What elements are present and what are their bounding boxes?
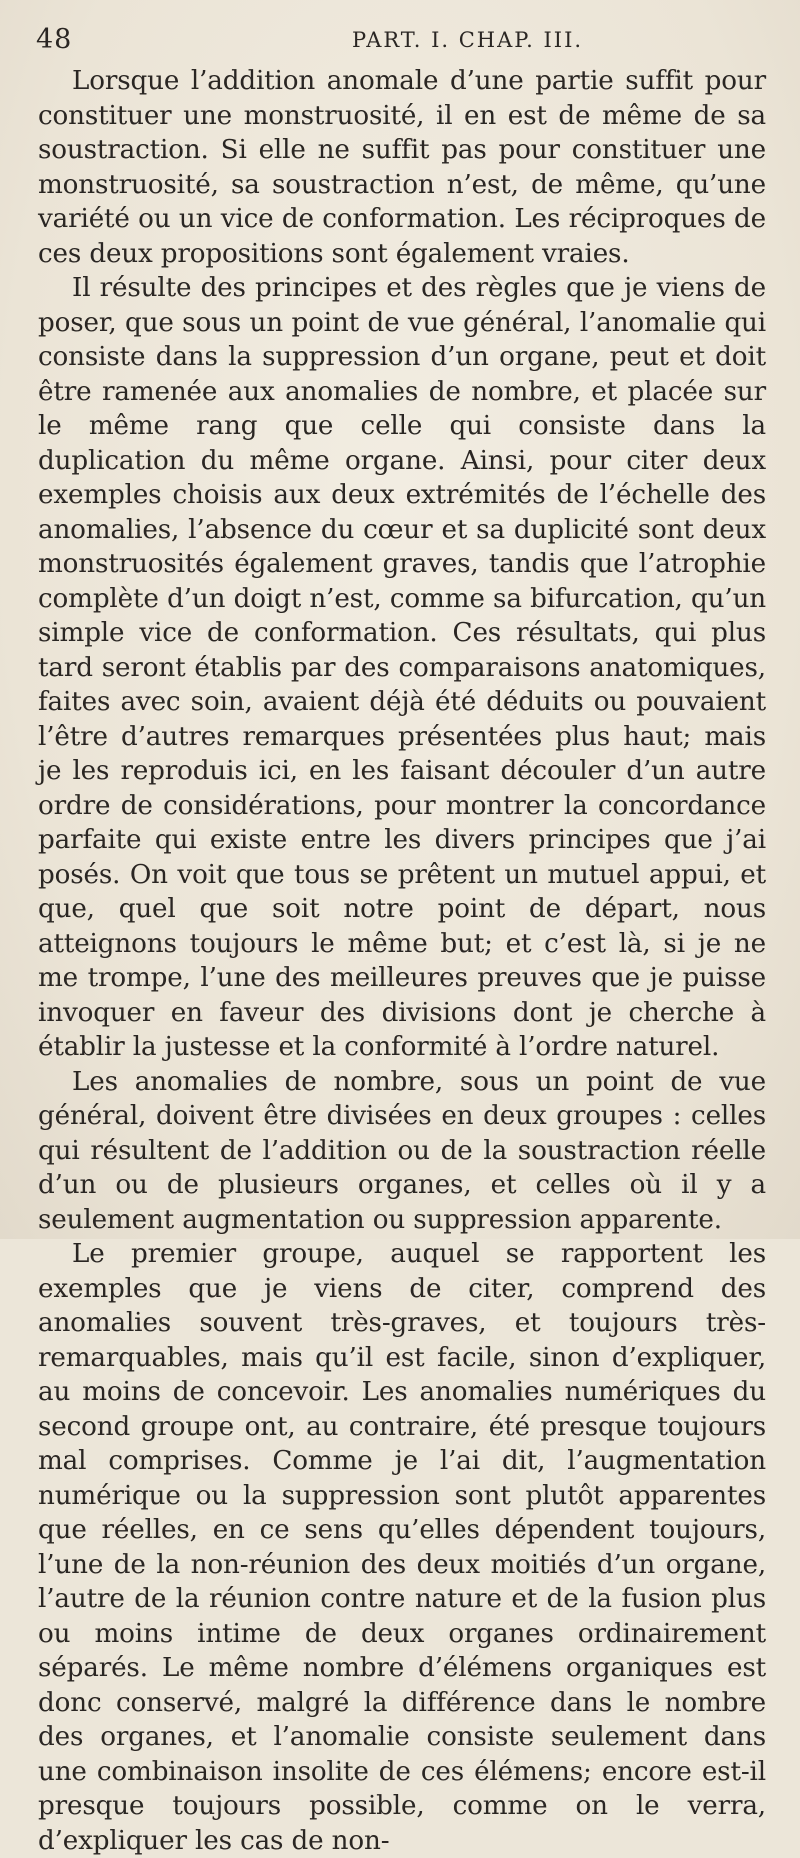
paragraph-1: Lorsque l’addition anomale d’une partie suffit pour constituer une monstruosité, il en est de même de sa soustraction. Si elle ne suffit pas pour constituer une monstruosité, sa soustraction n’est, de même, qu’une variété ou un vice de conformation. Les réciproques de ces deux propositions sont également vraies. — [38, 66, 766, 269]
paragraph-3: Les anomalies de nombre, sous un point de vue général, doivent être divisées en deux groupes : celles qui résultent de l’addition ou de la soustraction réelle d’un ou de plusieurs organes, et celles où il y a seulement augmentation ou suppression apparente. — [38, 1066, 766, 1235]
paragraph-2: Il résulte des principes et des règles que je viens de poser, que sous un point de vue général, l’anomalie qui consiste dans la suppression d’un organe, peut et doit être ramenée aux anomalies de nombre, et placée sur le même rang que celle qui consiste dans la duplication du même organe. Ainsi, pour citer deux exemples choisis aux deux extrémités de l’échelle des anomalies, l’absence du cœur et sa duplicité sont deux monstruosités également graves, tandis que l’atrophie complète d’un doigt n’est, comme sa bifurcation, qu’un simple vice de conformation. Ces résultats, qui plus tard seront établis par des comparaisons anatomiques, faites avec soin, avaient déjà été déduits ou pouvaient l’être d’autres remarques présentées plus haut; mais je les reproduis ici, en les faisant découler d’un autre ordre de considérations, pour montrer la concordance parfaite qui existe entre les divers principes que j’ai posés. On voit que tous se prêtent un mutuel appui, et que, quel que soit notre point de départ, nous atteignons toujours le même but; et c’est là, si je ne me trompe, l’une des meilleures preuves que je puisse invoquer en faveur des divisions dont je cherche à établir la justesse et la conformité à l’ordre naturel. — [38, 273, 766, 1062]
running-head: PART. I. CHAP. III. — [352, 28, 584, 52]
body-text — [38, 64, 766, 1858]
paragraph-4: Le premier groupe, auquel se rapportent les exemples que je viens de citer, comprend des anomalies souvent très-graves, et toujours très-remarquables, mais qu’il est facile, sinon d’expliquer, au moins de concevoir. Les anomalies numériques du second groupe ont, au contraire, été presque toujours mal comprises. Comme je l’ai dit, l’augmentation numérique ou la suppression sont plutôt apparentes que réelles, en ce sens qu’elles dépendent toujours, l’une de la non-réunion des deux moitiés d’un organe, l’autre de la réunion contre nature et de la fusion plus ou moins intime de deux organes ordinairement séparés. Le même nombre d’élémens organiques est donc conservé, malgré la différence dans le nombre des organes, et l’anomalie consiste seulement dans une combinaison insolite de ces élémens; encore est-il presque toujours possible, comme on le verra, d’expliquer les cas de non- — [38, 1239, 766, 1856]
page-number: 48 — [36, 24, 73, 55]
page-header — [0, 24, 800, 64]
